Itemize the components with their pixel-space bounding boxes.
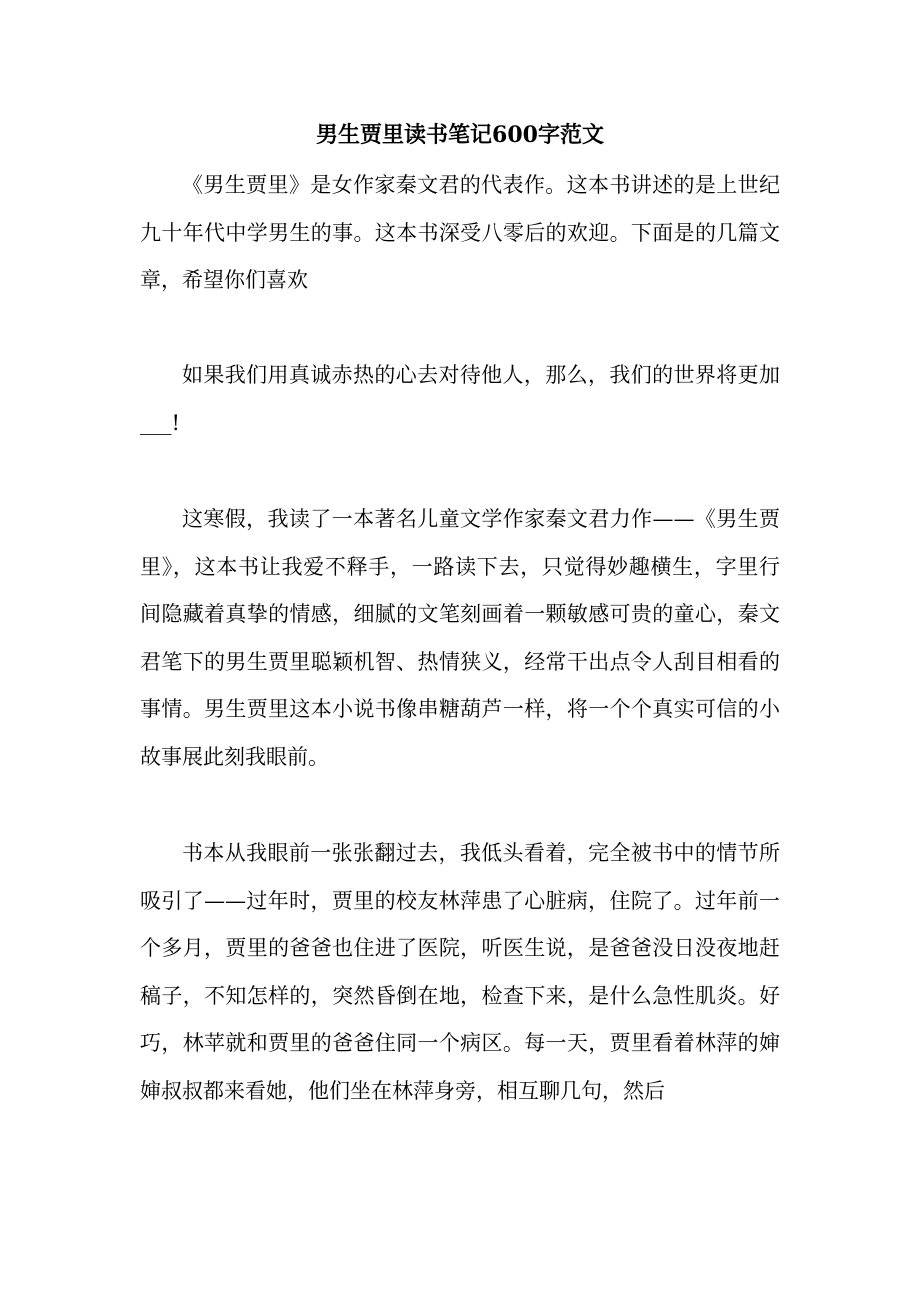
- document-title: 男生贾里读书笔记600字范文: [316, 122, 604, 148]
- paragraph-story: 书本从我眼前一张张翻过去，我低头看着，完全被书中的情节所吸引了——过年时，贾里的校友林萍患了心脏病，住院了。过年前一个多月，贾里的爸爸也住进了医院，听医生说，是爸爸没日没夜地赶稿子，不知怎样的，突然昏倒在地，检查下来，是什么急性肌炎。好巧，林苹就和贾里的爸爸住同一个病区。每一天，贾里看着林萍的婶婶叔叔都来看她，他们坐在林萍身旁，相互聊几句，然后: [140, 841, 780, 1103]
- paragraph-intro: 《男生贾里》是女作家秦文君的代表作。这本书讲述的是上世纪九十年代中学男生的事。这本书深受八零后的欢迎。下面是的几篇文章，希望你们喜欢: [140, 173, 780, 292]
- paragraph-reading: 这寒假，我读了一本著名儿童文学作家秦文君力作——《男生贾里》，这本书让我爱不释手，一路读下去，只觉得妙趣横生，字里行间隐藏着真挚的情感，细腻的文笔刻画着一颗敏感可贵的童心，秦文君笔下的男生贾里聪颖机智、热情狭义，经常干出点令人刮目相看的事情。男生贾里这本小说书像串糖葫芦一样，将一个个真实可信的小故事展此刻我眼前。: [140, 507, 780, 769]
- paragraph-quote: 如果我们用真诚赤热的心去对待他人，那么，我们的世界将更加___!: [140, 363, 780, 435]
